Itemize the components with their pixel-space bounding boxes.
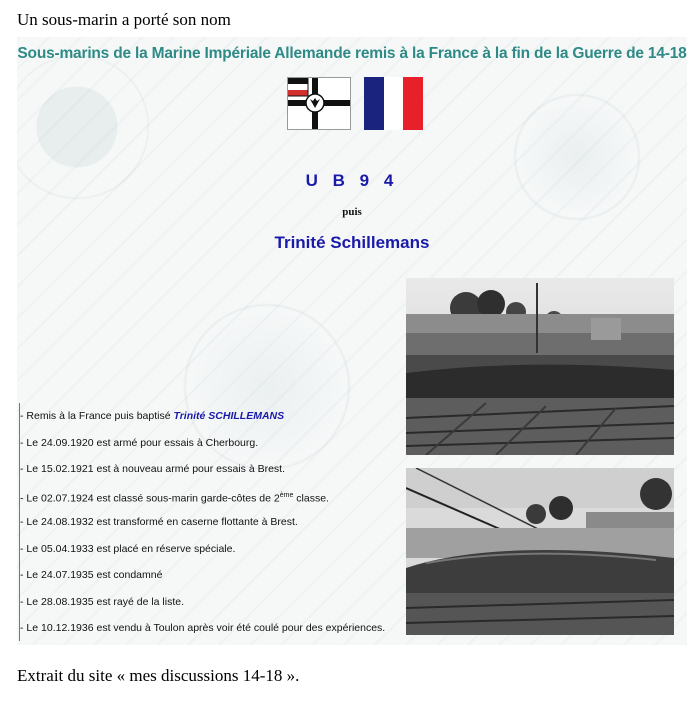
poster-title: Sous-marins de la Marine Impériale Allemande remis à la France à la fin de la Guerre de 14-18 (17, 45, 687, 62)
french-flag-icon (364, 77, 423, 130)
service-timeline (19, 403, 390, 641)
submarine-dry-dock-photo (406, 278, 674, 455)
timeline-item: - Le 10.12.1936 est vendu à Toulon après voir été coulé pour des expériences. (20, 622, 386, 634)
timeline-item: - Le 28.08.1935 est rayé de la liste. (20, 595, 185, 608)
timeline-item: - Le 24.09.1920 est armé pour essais à Cherbourg. (20, 436, 259, 449)
german-ensign-flag-icon (287, 77, 351, 130)
submarine-new-name: Trinité Schillemans (274, 233, 430, 252)
submarine-code: U B 9 4 (305, 171, 399, 190)
timeline-item: - Remis à la France puis baptisé Trinité SCHILLEMANS (20, 410, 285, 422)
page-heading: Un sous-marin a porté son nom (17, 10, 231, 29)
timeline-item: - Le 15.02.1921 est à nouveau armé pour essais à Brest. (20, 463, 285, 475)
timeline-item: - Le 24.07.1935 est condamné (20, 569, 163, 581)
connector-text: puis (342, 206, 362, 218)
poster (17, 37, 687, 645)
timeline-item: - Le 02.07.1924 est classé sous-marin garde-côtes de 2ème classe. (20, 491, 329, 504)
source-note: Extrait du site « mes discussions 14-18 ». (17, 666, 300, 685)
submarine-hull-photo (406, 468, 674, 635)
timeline-item: - Le 05.04.1933 est placé en réserve spéciale. (20, 542, 236, 555)
timeline-item: - Le 24.08.1932 est transformé en caserne flottante à Brest. (20, 516, 298, 528)
